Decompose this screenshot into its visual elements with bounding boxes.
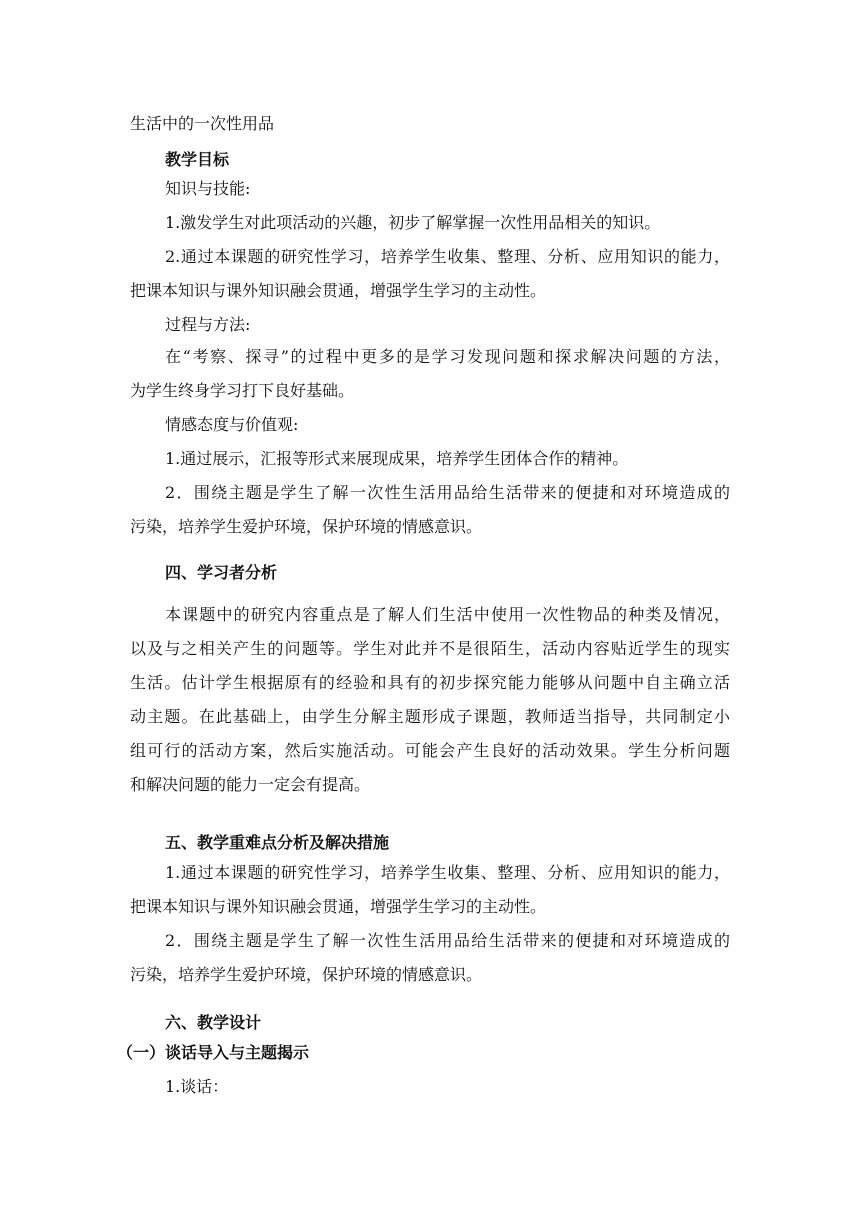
paragraph-analysis-line-6: 和解决问题的能力一定会有提高。 [130, 775, 371, 794]
paragraph-knowledge-2-line-1: 2.通过本课题的研究性学习，培养学生收集、整理、分析、应用知识的能力， [165, 247, 730, 266]
paragraph-analysis-line-2: 以及与之相关产生的问题等。学生对此并不是很陌生，活动内容贴近学生的现实 [130, 639, 730, 658]
heading-teaching-design: 六、教学设计 [165, 1013, 262, 1032]
paragraph-analysis-line-1: 本课题中的研究内容重点是了解人们生活中使用一次性物品的种类及情况， [165, 605, 730, 624]
paragraph-difficulties-2-line-1: 2．围绕主题是学生了解一次性生活用品给生活带来的便捷和对环境造成的 [165, 931, 730, 950]
paragraph-analysis-line-5: 组可行的活动方案，然后实施活动。可能会产生良好的活动效果。学生分析问题 [130, 741, 730, 760]
subheading-introduction: （一）谈话导入与主题揭示 [117, 1043, 310, 1062]
heading-teaching-goals: 教学目标 [165, 150, 230, 169]
paragraph-difficulties-1-line-1: 1.通过本课题的研究性学习，培养学生收集、整理、分析、应用知识的能力， [165, 863, 730, 882]
paragraph-difficulties-2-line-2: 污染，培养学生爱护环境，保护环境的情感意识。 [130, 965, 483, 984]
paragraph-knowledge-1: 1.激发学生对此项活动的兴趣，初步了解掌握一次性用品相关的知识。 [165, 213, 661, 232]
document-title: 生活中的一次性用品 [130, 114, 275, 133]
paragraph-emotion-2-line-1: 2．围绕主题是学生了解一次性生活用品给生活带来的便捷和对环境造成的 [165, 483, 730, 502]
paragraph-emotion-1: 1.通过展示，汇报等形式来展现成果，培养学生团体合作的精神。 [165, 449, 629, 468]
paragraph-difficulties-1-line-2: 把课本知识与课外知识融会贯通，增强学生学习的主动性。 [130, 897, 547, 916]
paragraph-analysis-line-4: 动主题。在此基础上，由学生分解主题形成子课题，教师适当指导，共同制定小 [130, 707, 730, 726]
paragraph-analysis-line-3: 生活。估计学生根据原有的经验和具有的初步探究能力能够从问题中自主确立活 [130, 673, 730, 692]
subheading-knowledge-skills: 知识与技能: [165, 179, 251, 198]
heading-learner-analysis: 四、学习者分析 [165, 563, 278, 582]
subheading-process-methods: 过程与方法: [165, 315, 251, 334]
subheading-emotion-values: 情感态度与价值观: [165, 415, 299, 434]
paragraph-knowledge-2-line-2: 把课本知识与课外知识融会贯通，增强学生学习的主动性。 [130, 281, 547, 300]
paragraph-process-line-1: 在“考察、探寻”的过程中更多的是学习发现问题和探求解决问题的方法， [165, 347, 730, 366]
paragraph-process-line-2: 为学生终身学习打下良好基础。 [130, 381, 355, 400]
heading-key-difficulties: 五、教学重难点分析及解决措施 [165, 833, 390, 852]
paragraph-emotion-2-line-2: 污染，培养学生爱护环境，保护环境的情感意识。 [130, 517, 483, 536]
item-conversation: 1.谈话： [165, 1077, 229, 1096]
